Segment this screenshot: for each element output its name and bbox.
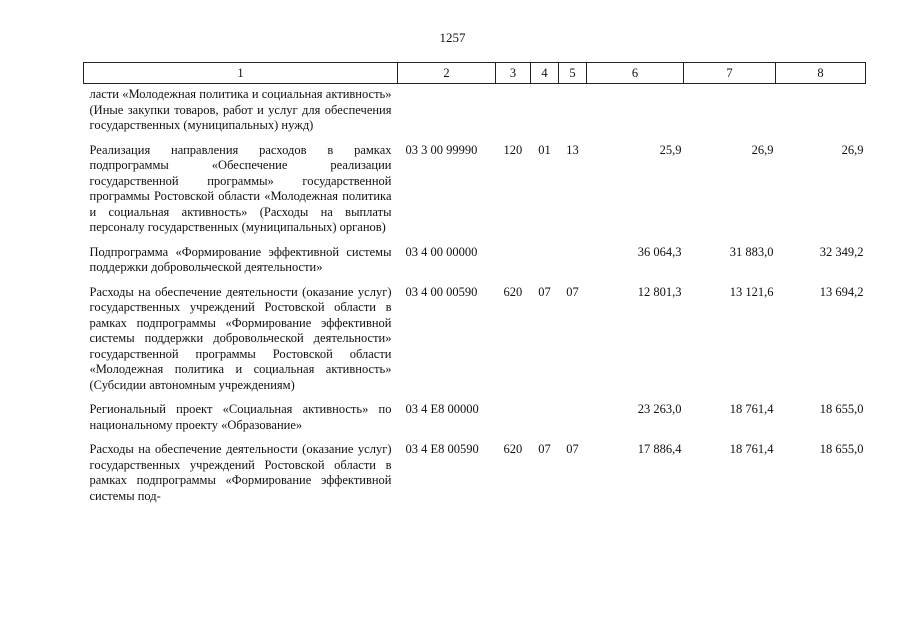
amount-col8: 32 349,2 (819, 244, 864, 259)
subsection-code (559, 393, 587, 433)
target-article-code (398, 84, 496, 134)
table-row (84, 236, 866, 276)
subsection-code (559, 236, 587, 276)
amount-col8: 26,9 (841, 142, 864, 157)
amount-col6: 23 263,0 (637, 402, 682, 416)
subsection-code: 07 (566, 284, 579, 299)
section-code: 07 (538, 442, 551, 456)
column-header: 5 (559, 63, 587, 84)
row-description: Подпрограмма «Формирование эффективной системы поддержки добровольческой деятельности» (89, 244, 392, 274)
expense-type-code (496, 84, 531, 134)
row-description: Расходы на обеспечение деятельности (оказание услуг) государственных учреждений Ростовской области в рамках подпрограммы «Формирование эффективной системы под- (89, 442, 392, 503)
amount-col6 (587, 84, 684, 134)
page-number: 1257 (439, 30, 466, 45)
amount-col8: 18 655,0 (819, 402, 864, 416)
amount-col7: 13 121,6 (729, 284, 774, 299)
target-article-code: 03 4 E8 00000 (405, 402, 479, 416)
target-article-code: 03 4 00 00590 (405, 284, 478, 299)
expense-type-code: 120 (503, 142, 523, 157)
target-article-code: 03 3 00 99990 (405, 142, 478, 157)
target-article-code: 03 4 00 00000 (405, 244, 478, 259)
row-description: Расходы на обеспечение деятельности (оказание услуг) государственных учреждений Ростовской области в рамках подпрограммы «Формирование эффективной системы поддержки добровольческой деятельности» государственной программы Ростовской области «Молодежная политика и социальная активность» (Субсидии автономным учреждениям) (89, 284, 392, 392)
expense-type-code (496, 236, 531, 276)
section-code (531, 236, 559, 276)
table-row (84, 276, 866, 394)
subsection-code: 07 (566, 442, 579, 456)
amount-col8: 18 655,0 (819, 442, 864, 456)
column-header: 2 (398, 63, 496, 84)
amount-col6: 12 801,3 (637, 284, 682, 299)
row-description: ласти «Молодежная политика и социальная активность» (Иные закупки товаров, работ и услуг для обеспечения государственных (муниципальных) нужд) (89, 87, 392, 132)
table-row (84, 433, 866, 504)
section-code (531, 84, 559, 134)
target-article-code: 03 4 E8 00590 (405, 442, 479, 456)
header-row (84, 63, 866, 84)
amount-col8: 13 694,2 (819, 284, 864, 299)
amount-col6: 36 064,3 (637, 244, 682, 259)
column-header: 3 (496, 63, 531, 84)
row-description: Реализация направления расходов в рамках подпрограммы «Обеспечение реализации государственной программы» государственной программы Ростовской области «Молодежная политика и социальная активность» (Расходы на выплаты персоналу государственных (муниципальных) органов) (89, 142, 392, 234)
amount-col7 (684, 84, 776, 134)
expense-type-code (496, 393, 531, 433)
expense-type-code: 620 (503, 442, 523, 456)
section-code (531, 393, 559, 433)
row-description: Региональный проект «Социальная активность» по национальному проекту «Образование» (89, 402, 392, 432)
budget-table (83, 62, 866, 504)
expense-type-code: 620 (503, 284, 523, 299)
subsection-code: 13 (566, 142, 579, 157)
amount-col7: 26,9 (751, 142, 774, 157)
amount-col7: 18 761,4 (729, 402, 774, 416)
amount-col6: 17 886,4 (637, 442, 682, 456)
column-header: 7 (684, 63, 776, 84)
section-code: 01 (538, 142, 551, 157)
section-code: 07 (538, 284, 551, 299)
column-header: 1 (84, 63, 398, 84)
table-row (84, 84, 866, 134)
table-row (84, 134, 866, 236)
column-header: 6 (587, 63, 684, 84)
subsection-code (559, 84, 587, 134)
amount-col6: 25,9 (659, 142, 682, 157)
amount-col7: 31 883,0 (729, 244, 774, 259)
table-row (84, 393, 866, 433)
amount-col7: 18 761,4 (729, 442, 774, 456)
amount-col8 (776, 84, 866, 134)
column-header: 4 (531, 63, 559, 84)
column-header: 8 (776, 63, 866, 84)
